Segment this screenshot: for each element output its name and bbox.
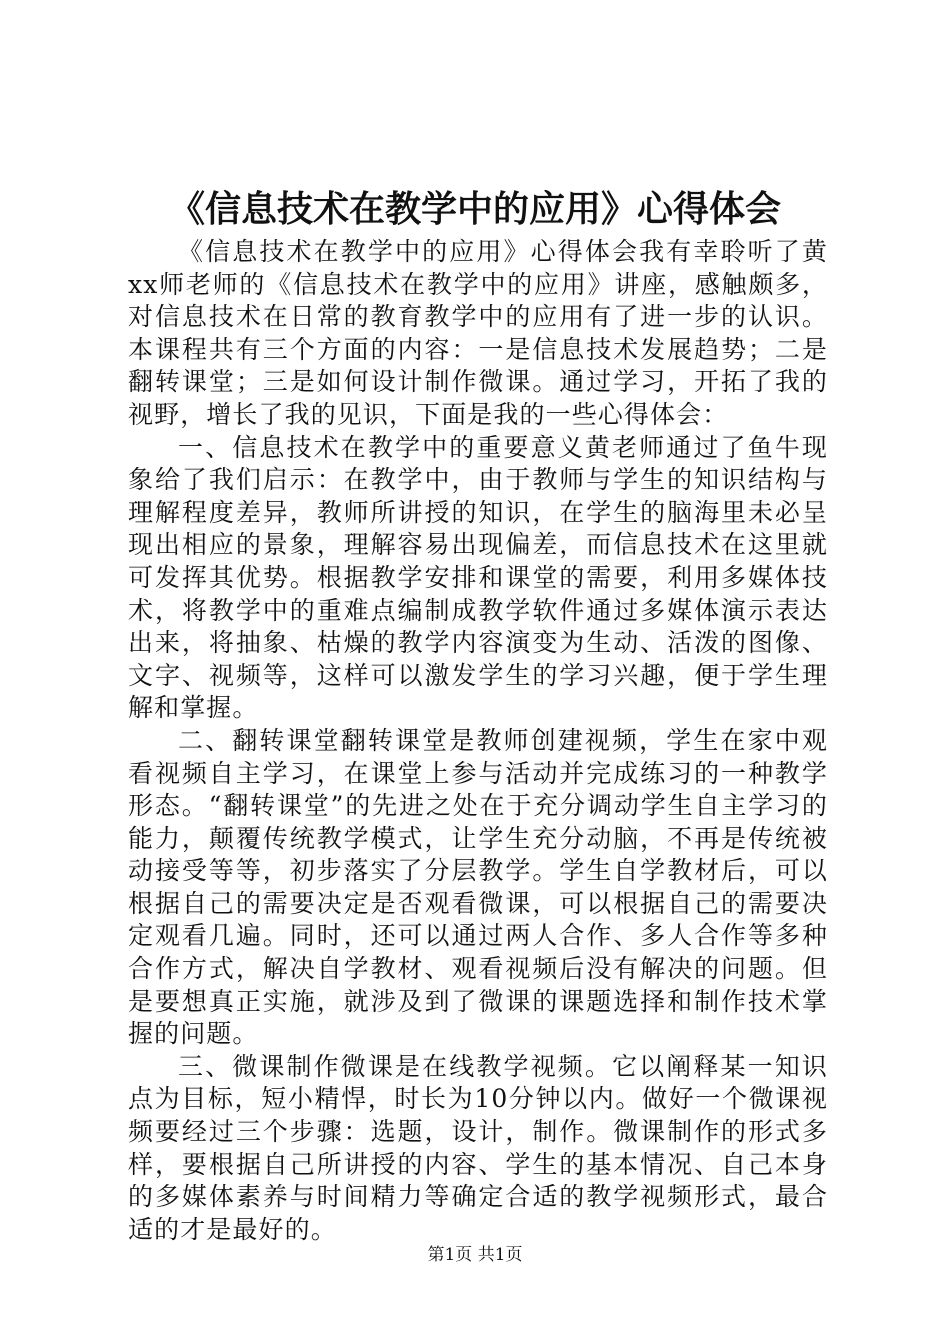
paragraph-section-3: 三、微课制作微课是在线教学视频。它以阐释某一知识点为目标，短小精悍，时长为10分钟以内。做好一个微课视频要经过三个步骤：选题，设计，制作。微课制作的形式多样，要根据自己所讲授的内容、学生的基本情况、自己本身的多媒体素养与时间精力等确定合适的教学视频形式，最合适的才是最好的。 — [128, 1051, 828, 1244]
document-title: 《信息技术在教学中的应用》心得体会 — [168, 188, 781, 230]
document-body — [128, 236, 828, 1246]
paragraph-section-1: 一、信息技术在教学中的重要意义黄老师通过了鱼牛现象给了我们启示：在教学中，由于教师与学生的知识结构与理解程度差异，教师所讲授的知识，在学生的脑海里未必呈现出相应的景象，理解容易出现偏差，而信息技术在这里就可发挥其优势。根据教学安排和课堂的需要，利用多媒体技术，将教学中的重难点编制成教学软件通过多媒体演示表达出来，将抽象、枯燥的教学内容演变为生动、活泼的图像、文字、视频等，这样可以激发学生的学习兴趣，便于学生理解和掌握。 — [128, 432, 828, 723]
paragraph-intro: 《信息技术在教学中的应用》心得体会我有幸聆听了黄xx师老师的《信息技术在教学中的应用》讲座，感触颇多，对信息技术在日常的教育教学中的应用有了进一步的认识。本课程共有三个方面的内容：一是信息技术发展趋势；二是翻转课堂；三是如何设计制作微课。通过学习，开拓了我的视野，增长了我的见识，下面是我的一些心得体会： — [128, 237, 828, 429]
paragraph-section-2: 二、翻转课堂翻转课堂是教师创建视频，学生在家中观看视频自主学习，在课堂上参与活动并完成练习的一种教学形态。“翻转课堂”的先进之处在于充分调动学生自主学习的能力，颠覆传统教学模式，让学生充分动脑，不再是传统被动接受等等，初步落实了分层教学。学生自学教材后，可以根据自己的需要决定是否观看微课，可以根据自己的需要决定观看几遍。同时，还可以通过两人合作、多人合作等多种合作方式，解决自学教材、观看视频后没有解决的问题。但是要想真正实施，就涉及到了微课的课题选择和制作技术掌握的问题。 — [128, 725, 828, 1049]
page-footer: 第1页 共1页 — [427, 1245, 523, 1265]
